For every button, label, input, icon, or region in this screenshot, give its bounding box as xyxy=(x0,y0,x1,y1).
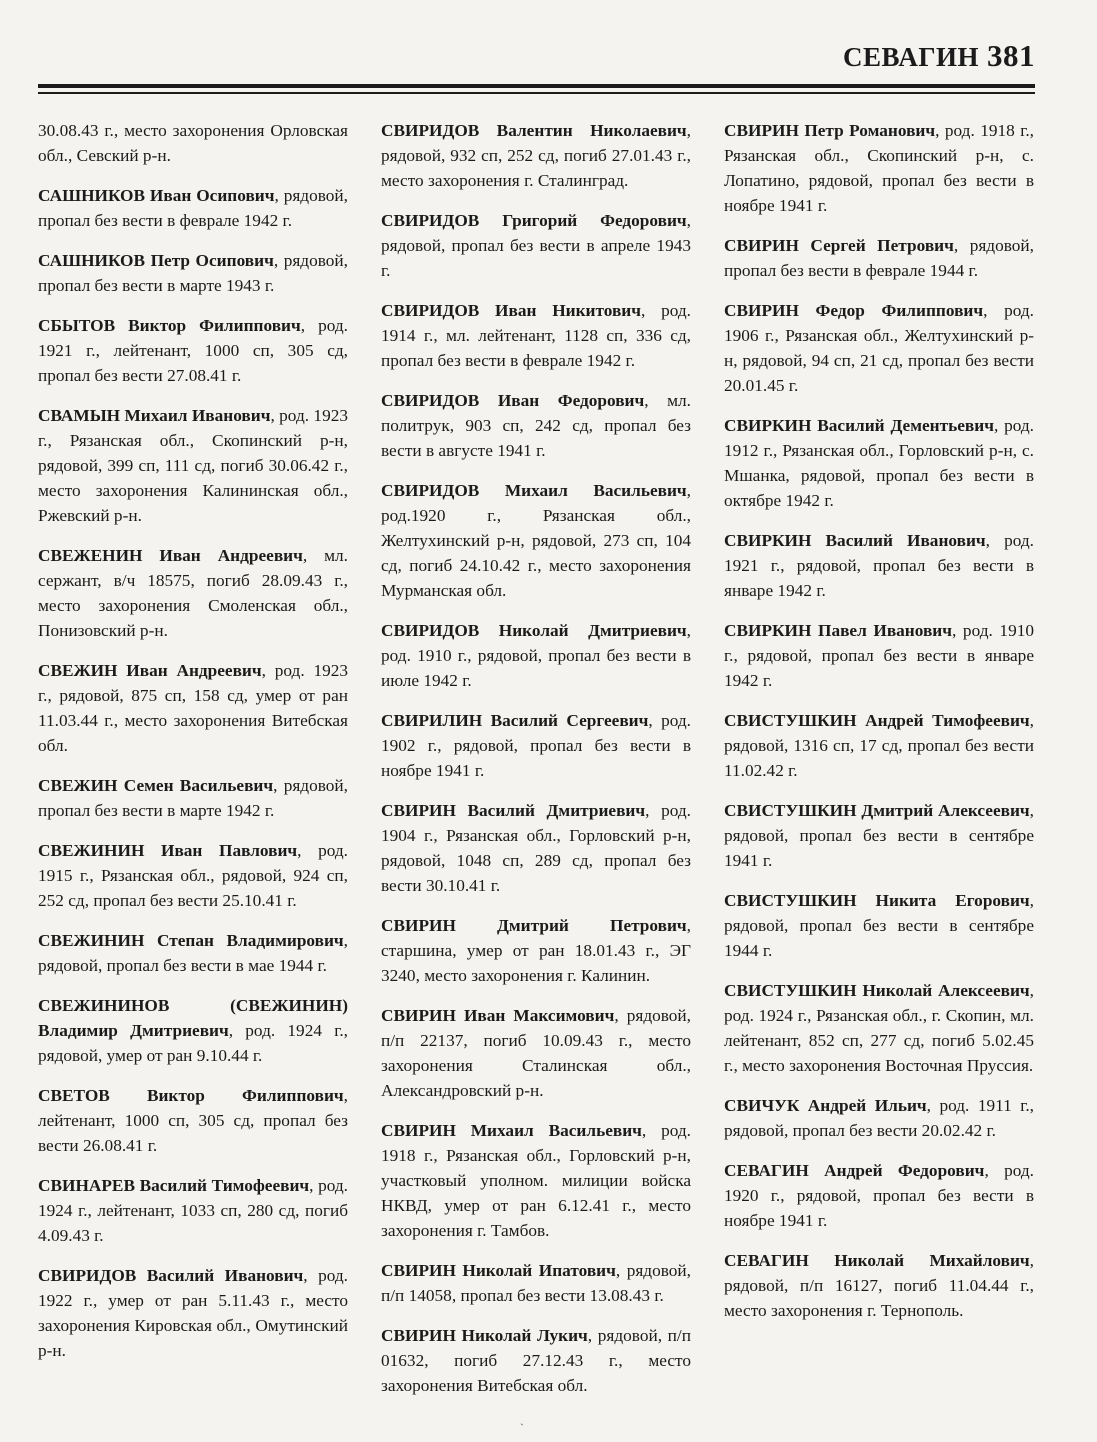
entry xyxy=(38,993,348,1068)
entry-name: СВЕТОВ Виктор Филиппович xyxy=(38,1086,344,1105)
entry-name: СВИРИН Федор Филиппович xyxy=(724,301,984,320)
entry-text: 30.08.43 г., место захоронения Орловская обл., Севский р-н. xyxy=(38,121,348,165)
entry xyxy=(724,618,1034,693)
entry xyxy=(381,798,691,898)
running-head-surname: СЕВАГИН xyxy=(843,42,979,72)
header-rule-thick xyxy=(38,84,1035,88)
entry-name: СВИРИДОВ Иван Никитович xyxy=(381,301,642,320)
entry-name: СВИРКИН Павел Иванович xyxy=(724,621,953,640)
entry-text: , род. 1914 г., мл. лейтенант, 1128 сп, 336 сд, пропал без вести в феврале 1942 г. xyxy=(381,301,691,370)
entry xyxy=(724,978,1034,1078)
entry-text: , рядовой, п/п 16127, погиб 11.04.44 г., место захоронения г. Тернополь. xyxy=(724,1251,1034,1320)
entry xyxy=(381,118,691,193)
entry-name: СВИРИДОВ Григорий Федорович xyxy=(381,211,687,230)
entry-name: СВИРИН Василий Дмитриевич xyxy=(381,801,646,820)
entry-name: СВИСТУШКИН Никита Егорович xyxy=(724,891,1030,910)
entry-text: , старшина, умер от ран 18.01.43 г., ЭГ 3240, место захоронения г. Калинин. xyxy=(381,916,691,985)
entry xyxy=(724,1093,1034,1143)
entry-name: СВИСТУШКИН Дмитрий Алексеевич xyxy=(724,801,1030,820)
entry-text: , род. 1915 г., Рязанская обл., рядовой, 924 сп, 252 сд, пропал без вести 25.10.41 г. xyxy=(38,841,349,910)
entry-name: САШНИКОВ Иван Осипович xyxy=(38,186,275,205)
entry xyxy=(724,298,1034,398)
entry-name: СВИСТУШКИН Николай Алексеевич xyxy=(724,981,1030,1000)
entry xyxy=(38,838,348,913)
entry-text: , род. 1904 г., Рязанская обл., Горловский р-н, рядовой, 1048 сп, 289 сд, пропал без вести 30.10.41 г. xyxy=(381,801,691,895)
entry xyxy=(38,1173,348,1248)
entry-text: , рядовой, пропал без вести в мае 1944 г. xyxy=(38,931,348,975)
entry xyxy=(381,1258,691,1308)
entry-text: , род. 1911 г., рядовой, пропал без вести 20.02.42 г. xyxy=(724,1096,1034,1140)
entry-name: СВИРКИН Василий Дементьевич xyxy=(724,416,994,435)
entry-text: , лейтенант, 1000 сп, 305 сд, пропал без вести 26.08.41 г. xyxy=(38,1086,348,1155)
entry xyxy=(724,413,1034,513)
entry-text: , рядовой, пропал без вести в феврале 1942 г. xyxy=(38,186,348,230)
entry-name: СЕВАГИН Николай Михайлович xyxy=(724,1251,1030,1270)
entry-name: СВЕЖИН Иван Андреевич xyxy=(38,661,262,680)
text-columns xyxy=(38,118,1034,1413)
entry xyxy=(381,478,691,603)
entry-name: СВИРИН Сергей Петрович xyxy=(724,236,954,255)
entry-name: СВЕЖИНИНОВ (СВЕЖИНИН) Владимир Дмитриевич xyxy=(38,996,348,1040)
entry xyxy=(38,403,348,528)
entry-text: , рядовой, пропал без вести в сентябре 1944 г. xyxy=(724,891,1034,960)
entry-text: , мл. сержант, в/ч 18575, погиб 28.09.43 г., место захоронения Смоленская обл., Понизовский р-н. xyxy=(38,546,348,640)
entry-text: , рядовой, пропал без вести в сентябре 1941 г. xyxy=(724,801,1034,870)
entry-text: , род. 1922 г., умер от ран 5.11.43 г., место захоронения Кировская обл., Омутинский р-н. xyxy=(38,1266,348,1360)
entry xyxy=(724,798,1034,873)
entry xyxy=(38,313,348,388)
entry xyxy=(381,1118,691,1243)
entry-text: , род. 1918 г., Рязанская обл., Горловский р-н, участковый уполном. милиции войска НКВД, умер от ран 6.12.41 г., место захоронения г. Тамбов. xyxy=(381,1121,691,1240)
entry-text: , род. 1924 г., рядовой, умер от ран 9.10.44 г. xyxy=(38,1021,348,1065)
entry xyxy=(38,118,348,168)
page-header xyxy=(843,38,1035,74)
column-2 xyxy=(381,118,691,1413)
entry-text: , рядовой, п/п 01632, погиб 27.12.43 г., место захоронения Витебская обл. xyxy=(381,1326,691,1395)
entry xyxy=(38,248,348,298)
entry-text: , род. 1923 г., рядовой, 875 сп, 158 сд, умер от ран 11.03.44 г., место захоронения Витебская обл. xyxy=(38,661,349,755)
entry xyxy=(381,708,691,783)
entry-text: , род. 1921 г., лейтенант, 1000 сп, 305 сд, пропал без вести 27.08.41 г. xyxy=(38,316,348,385)
print-mark: ˏ xyxy=(520,1412,524,1426)
entry-name: СВИРИДОВ Валентин Николаевич xyxy=(381,121,687,140)
entry-name: СВЕЖИНИН Иван Павлович xyxy=(38,841,298,860)
entry xyxy=(381,1003,691,1103)
entry-name: СВИРИДОВ Василий Иванович xyxy=(38,1266,304,1285)
entry-name: СВИРИДОВ Николай Дмитриевич xyxy=(381,621,687,640)
entry xyxy=(724,528,1034,603)
entry-text: , род.1920 г., Рязанская обл., Желтухинский р-н, рядовой, 273 сп, 104 сд, погиб 24.10.42 г., место захоронения Мурманская обл. xyxy=(381,481,691,600)
entry-text: , род. 1910 г., рядовой, пропал без вести в январе 1942 г. xyxy=(724,621,1034,690)
column-3 xyxy=(724,118,1034,1413)
entry-text: , рядовой, п/п 14058, пропал без вести 13.08.43 г. xyxy=(381,1261,691,1305)
entry xyxy=(38,928,348,978)
entry-text: , рядовой, 932 сп, 252 сд, погиб 27.01.43 г., место захоронения г. Сталинград. xyxy=(381,121,691,190)
entry-name: СБЫТОВ Виктор Филиппович xyxy=(38,316,301,335)
entry-name: СВИНАРЕВ Василий Тимофеевич xyxy=(38,1176,310,1195)
entry xyxy=(38,1263,348,1363)
entry-text: , рядовой, 1316 сп, 17 сд, пропал без вести 11.02.42 г. xyxy=(724,711,1034,780)
entry-text: , род. 1923 г., Рязанская обл., Скопинский р-н, рядовой, 399 сп, 111 сд, погиб 30.06.42 г., место захоронения Калининская обл., Ржевский р-н. xyxy=(38,406,348,525)
entry xyxy=(381,913,691,988)
entry-name: СВЕЖИНИН Степан Владимирович xyxy=(38,931,344,950)
entry-name: СВИРИН Петр Романович xyxy=(724,121,936,140)
entry-name: СВАМЫН Михаил Иванович xyxy=(38,406,271,425)
entry xyxy=(724,118,1034,218)
entry-name: СВИСТУШКИН Андрей Тимофеевич xyxy=(724,711,1030,730)
entry xyxy=(38,183,348,233)
entry xyxy=(381,298,691,373)
entry-text: , род. 1924 г., Рязанская обл., г. Скопин, мл. лейтенант, 852 сп, 277 сд, погиб 5.02.45 г., место захоронения Восточная Пруссия. xyxy=(724,981,1034,1075)
entry-text: , мл. политрук, 903 сп, 242 сд, пропал без вести в августе 1941 г. xyxy=(381,391,691,460)
entry-text: , род. 1924 г., лейтенант, 1033 сп, 280 сд, погиб 4.09.43 г. xyxy=(38,1176,348,1245)
entry-name: СВИЧУК Андрей Ильич xyxy=(724,1096,927,1115)
entry xyxy=(381,1323,691,1398)
entry-name: САШНИКОВ Петр Осипович xyxy=(38,251,274,270)
entry-name: СВЕЖЕНИН Иван Андреевич xyxy=(38,546,303,565)
entry-text: , род. 1920 г., рядовой, пропал без вести в ноябре 1941 г. xyxy=(724,1161,1034,1230)
entry-text: , род. 1912 г., Рязанская обл., Горловский р-н, с. Мшанка, рядовой, пропал без вести в октябре 1942 г. xyxy=(724,416,1035,510)
entry-text: , рядовой, п/п 22137, погиб 10.09.43 г., место захоронения Сталинская обл., Александровский р-н. xyxy=(381,1006,692,1100)
entry-text: , род. 1921 г., рядовой, пропал без вести в январе 1942 г. xyxy=(724,531,1034,600)
entry-name: СВИРИН Николай Ипатович xyxy=(381,1261,616,1280)
entry-name: СВИРИН Дмитрий Петрович xyxy=(381,916,687,935)
entry xyxy=(381,618,691,693)
entry xyxy=(38,1083,348,1158)
entry xyxy=(38,773,348,823)
entry-text: , рядовой, пропал без вести в феврале 1944 г. xyxy=(724,236,1034,280)
entry xyxy=(724,708,1034,783)
entry-text: , род. 1902 г., рядовой, пропал без вести в ноябре 1941 г. xyxy=(381,711,691,780)
entry xyxy=(38,658,348,758)
entry-name: СВИРИН Михаил Васильевич xyxy=(381,1121,642,1140)
entry xyxy=(724,233,1034,283)
entry xyxy=(724,888,1034,963)
entry-name: СВИРИН Иван Максимович xyxy=(381,1006,615,1025)
entry-name: СВЕЖИН Семен Васильевич xyxy=(38,776,274,795)
entry xyxy=(724,1158,1034,1233)
entry-name: СВИРИДОВ Иван Федорович xyxy=(381,391,645,410)
column-1 xyxy=(38,118,348,1413)
entry-text: , род. 1910 г., рядовой, пропал без вести в июле 1942 г. xyxy=(381,621,691,690)
entry-name: СВИРИН Николай Лукич xyxy=(381,1326,588,1345)
entry-text: , род. 1906 г., Рязанская обл., Желтухинский р-н, рядовой, 94 сп, 21 сд, пропал без вести 20.01.45 г. xyxy=(724,301,1034,395)
entry-text: , рядовой, пропал без вести в апреле 1943 г. xyxy=(381,211,691,280)
entry-name: СЕВАГИН Андрей Федорович xyxy=(724,1161,985,1180)
entry xyxy=(381,208,691,283)
entry-text: , рядовой, пропал без вести в марте 1942 г. xyxy=(38,776,348,820)
entry-text: , рядовой, пропал без вести в марте 1943 г. xyxy=(38,251,348,295)
entry-name: СВИРКИН Василий Иванович xyxy=(724,531,986,550)
entry-name: СВИРИЛИН Василий Сергеевич xyxy=(381,711,649,730)
entry-text: , род. 1918 г., Рязанская обл., Скопинский р-н, с. Лопатино, рядовой, пропал без вести в ноябре 1941 г. xyxy=(724,121,1034,215)
page-number: 381 xyxy=(987,38,1035,73)
entry xyxy=(38,543,348,643)
entry xyxy=(381,388,691,463)
entry xyxy=(724,1248,1034,1323)
header-rule-thin xyxy=(38,92,1035,94)
entry-name: СВИРИДОВ Михаил Васильевич xyxy=(381,481,687,500)
